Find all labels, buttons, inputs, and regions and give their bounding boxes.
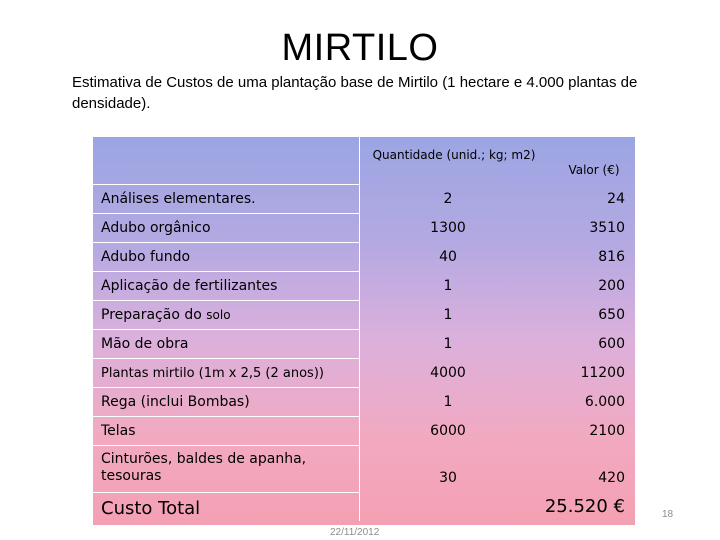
row-divider — [93, 445, 359, 446]
row-value: 816 — [598, 249, 625, 265]
row-value: 650 — [598, 307, 625, 323]
row-divider — [93, 300, 359, 301]
row-quantity: 6000 — [430, 423, 466, 439]
row-divider — [93, 329, 359, 330]
row-quantity: 40 — [439, 249, 457, 265]
row-divider — [93, 213, 359, 214]
row-divider — [93, 416, 359, 417]
row-value: 24 — [607, 191, 625, 207]
row-divider — [93, 271, 359, 272]
row-divider — [93, 242, 359, 243]
footer-date: 22/11/2012 — [330, 527, 380, 538]
total-label: Custo Total — [101, 498, 201, 519]
row-label: Adubo fundo — [101, 249, 191, 265]
row-label — [101, 307, 231, 324]
row-value: 6.000 — [584, 394, 625, 410]
row-divider — [93, 492, 359, 493]
row-value: 420 — [598, 470, 625, 486]
row-label: Plantas mirtilo (1m x 2,5 (2 anos)) — [101, 366, 324, 381]
row-value: 200 — [598, 278, 625, 294]
row-divider — [93, 358, 359, 359]
row-label: Aplicação de fertilizantes — [101, 278, 278, 294]
row-divider — [93, 184, 359, 185]
header-value: Valor (€) — [568, 163, 620, 177]
row-value: 600 — [598, 336, 625, 352]
total-value: 25.520 € — [544, 496, 625, 517]
row-label: Rega (inclui Bombas) — [101, 394, 250, 410]
row-value: 11200 — [580, 365, 625, 381]
row-quantity: 1 — [443, 336, 453, 352]
row-quantity: 30 — [439, 470, 457, 486]
row-value: 3510 — [589, 220, 625, 236]
row-divider — [93, 387, 359, 388]
page-number: 18 — [662, 509, 674, 520]
header-quantity: Quantidade (unid.; kg; m2) — [372, 148, 536, 162]
row-label: Cinturões, baldes de apanha, tesouras — [101, 451, 307, 484]
row-quantity: 1 — [443, 278, 453, 294]
subtitle: Estimativa de Custos de uma plantação base de Mirtilo (1 hectare e 4.000 plantas de densidade). — [72, 74, 638, 112]
cost-table — [93, 137, 635, 525]
row-label: Mão de obra — [101, 336, 189, 352]
row-label: Telas — [101, 423, 136, 439]
row-quantity: 2 — [443, 191, 453, 207]
row-quantity: 1300 — [430, 220, 466, 236]
row-quantity: 1 — [443, 394, 453, 410]
row-label: Adubo orgânico — [101, 220, 211, 236]
row-label: Análises elementares. — [101, 191, 256, 207]
row-label-small: solo — [206, 308, 231, 322]
table-header-blank-cell — [93, 137, 359, 184]
row-label-main: Preparação do — [101, 307, 202, 323]
row-quantity: 1 — [443, 307, 453, 323]
page-title: MIRTILO — [281, 27, 439, 69]
column-divider — [359, 137, 360, 521]
row-quantity: 4000 — [430, 365, 466, 381]
row-value: 2100 — [589, 423, 625, 439]
